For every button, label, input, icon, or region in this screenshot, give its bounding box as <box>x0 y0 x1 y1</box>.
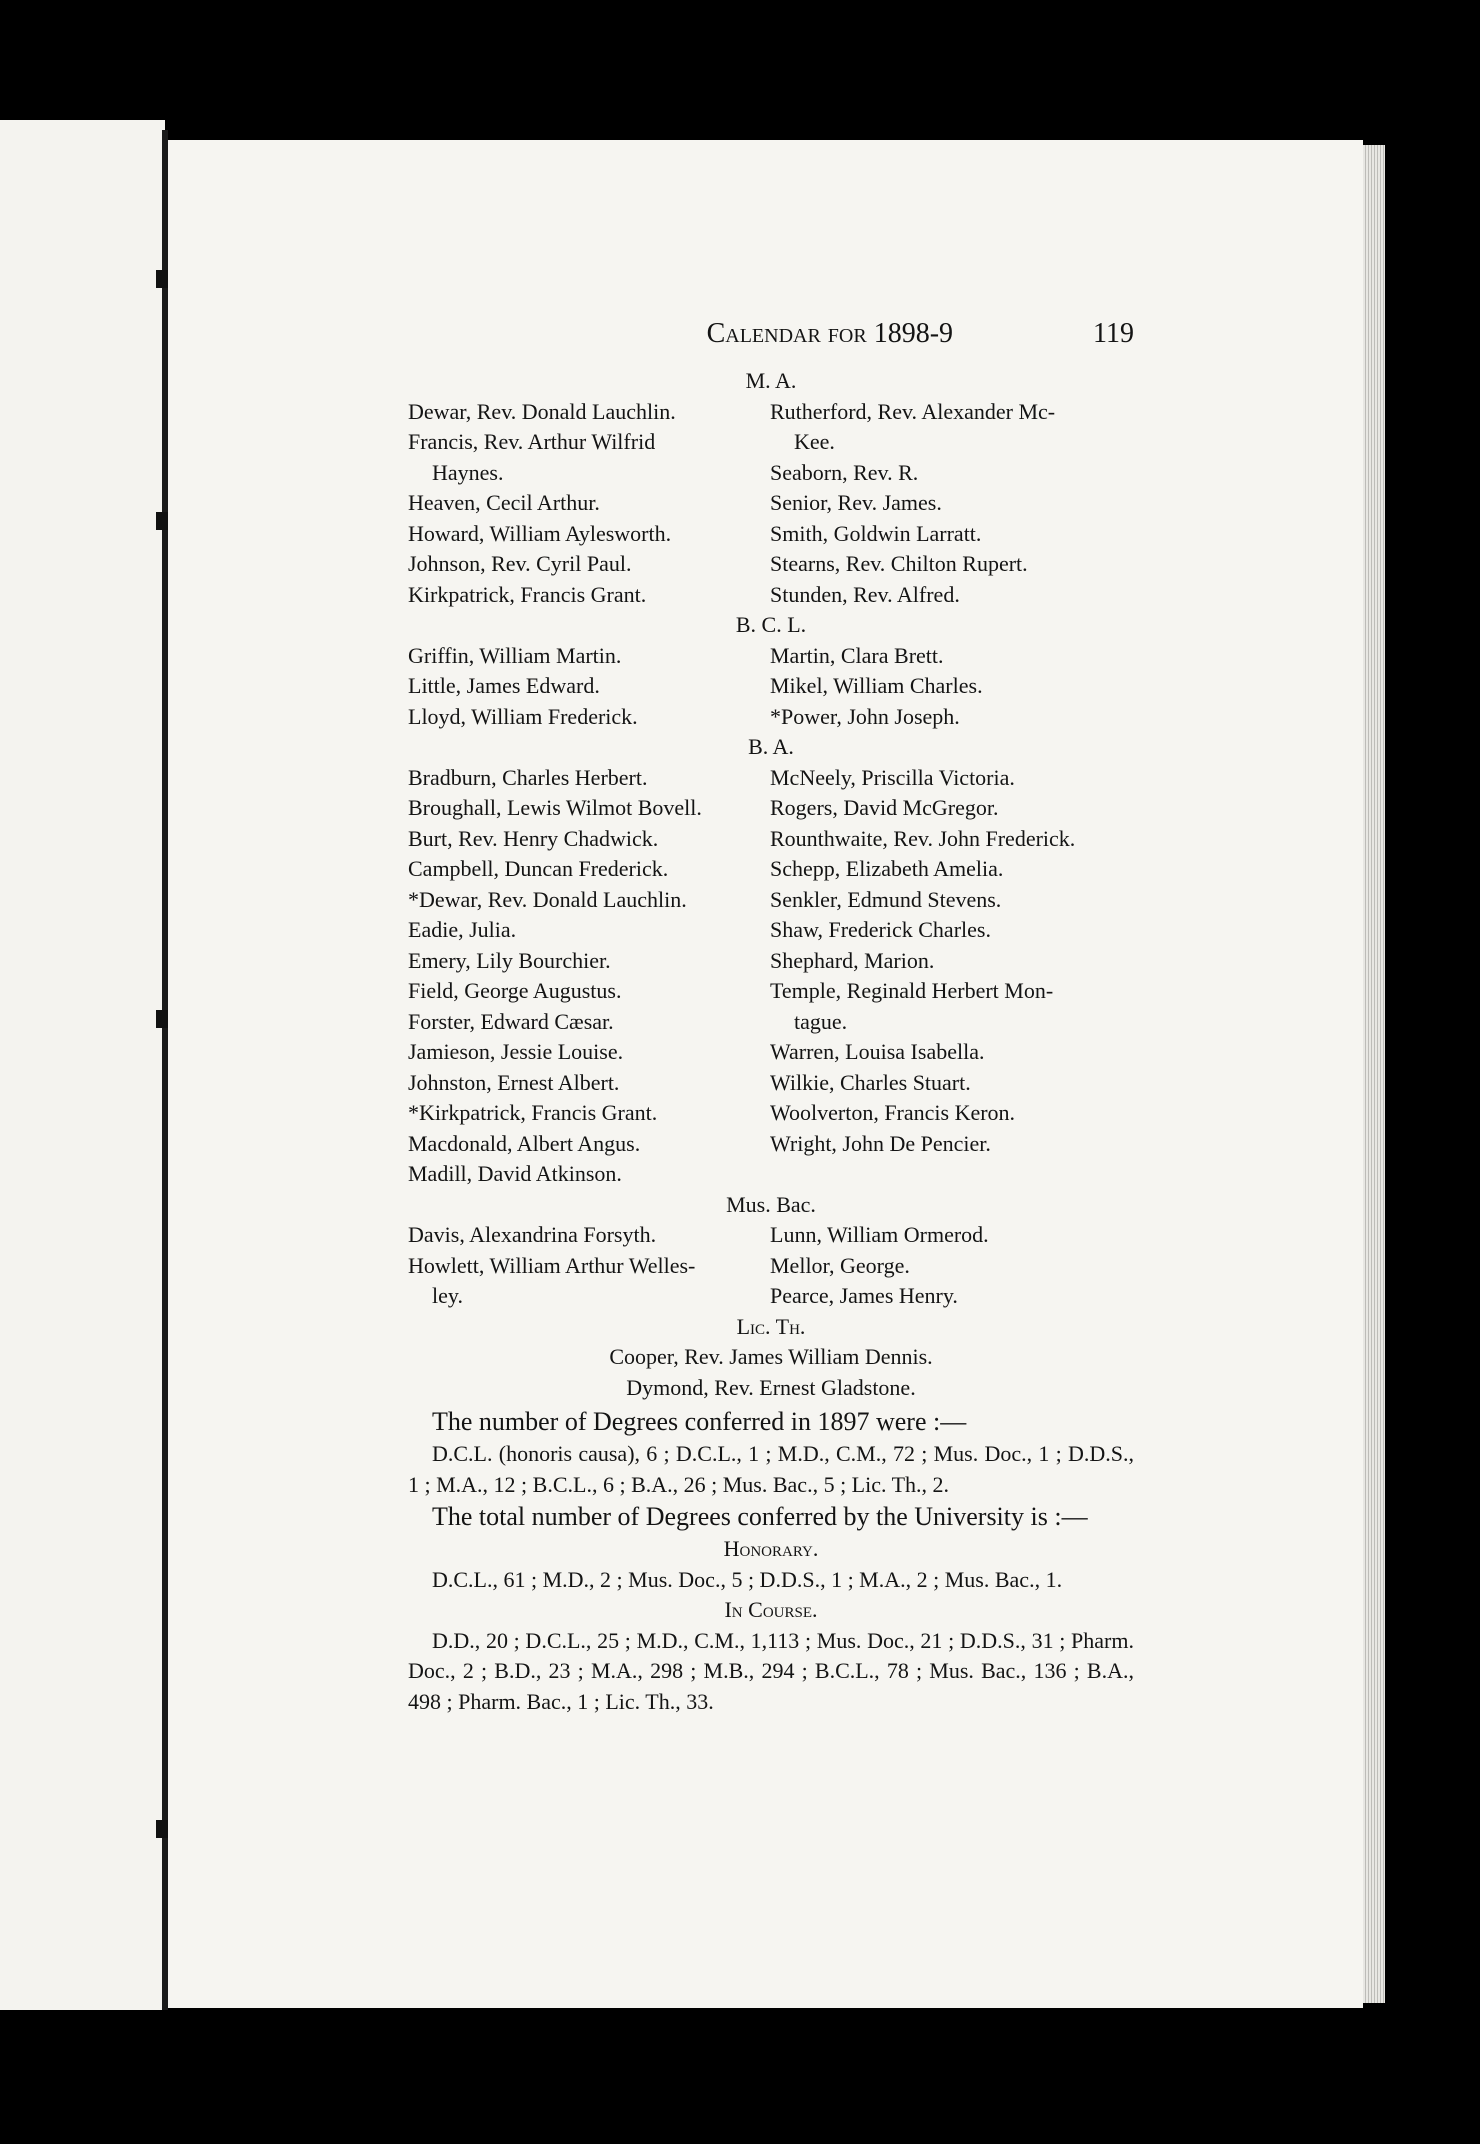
graduate-name: Griffin, William Martin. <box>408 642 622 668</box>
graduate-name: Eadie, Julia. <box>408 917 517 942</box>
graduate-name: Shephard, Marion. <box>770 947 935 973</box>
in-course-heading: In Course. <box>724 1597 818 1622</box>
graduate-name: *Kirkpatrick, Francis Grant. <box>408 1100 658 1125</box>
graduate-name: *Power, John Joseph. <box>770 703 960 729</box>
graduate-name: Burt, Rev. Henry Chadwick. <box>408 825 659 851</box>
graduate-name: Heaven, Cecil Arthur. <box>408 490 600 515</box>
graduate-name: Schepp, Elizabeth Amelia. <box>770 856 1004 881</box>
graduate-name: Shaw, Frederick Charles. <box>770 917 991 942</box>
degrees-1897-text: D.C.L. (honoris causa), 6 ; D.C.L., 1 ; M.D., C.M., 72 ; Mus. Doc., 1 ; D.D.S., 1 ; M.A., 12 ; B.C.L., 6 ; B.A., 26 ; Mus. Bac., 5 ; Lic. Th., 2. <box>408 1441 1134 1497</box>
graduate-name: Rutherford, Rev. Alexander Mc- <box>770 398 1056 424</box>
lic-th-name: Dymond, Rev. Ernest Gladstone. <box>626 1374 916 1400</box>
facing-page-edge <box>0 120 165 2010</box>
in-course-text: D.D., 20 ; D.C.L., 25 ; M.D., C.M., 1,113 ; Mus. Doc., 21 ; D.D.S., 31 ; Pharm. Doc., 2 ; B.D., 23 ; M.A., 298 ; M.B., 294 ; B.C.L., 78 ; Mus. Bac., 136 ; B.A., 498 ; Pharm. Bac., 1 ; Lic. Th., 33. <box>408 1627 1134 1714</box>
degrees-1897-lead: The number of Degrees conferred in 1897 were :— <box>432 1407 967 1436</box>
graduate-name: Mellor, George. <box>770 1252 910 1278</box>
graduate-name: tague. <box>794 1008 848 1034</box>
graduate-name: Woolverton, Francis Keron. <box>770 1100 1016 1125</box>
graduate-name: *Dewar, Rev. Donald Lauchlin. <box>408 886 687 912</box>
graduate-name: Kirkpatrick, Francis Grant. <box>408 581 647 607</box>
graduate-name: Macdonald, Albert Angus. <box>408 1130 641 1156</box>
graduate-name: Pearce, James Henry. <box>770 1283 958 1308</box>
graduate-name: Temple, Reginald Herbert Mon- <box>770 978 1054 1003</box>
page-text <box>408 314 1134 1717</box>
graduate-name: Stunden, Rev. Alfred. <box>770 581 960 607</box>
graduate-name: Emery, Lily Bourchier. <box>408 947 611 973</box>
graduate-name: Madill, David Atkinson. <box>408 1161 622 1186</box>
graduate-name: Campbell, Duncan Frederick. <box>408 856 669 881</box>
graduate-name: Mikel, William Charles. <box>770 673 983 698</box>
graduate-name: Seaborn, Rev. R. <box>770 459 919 485</box>
running-header <box>408 314 1134 354</box>
graduate-name: Forster, Edward Cæsar. <box>408 1008 614 1034</box>
graduate-name: Francis, Rev. Arthur Wilfrid <box>408 429 656 454</box>
graduate-name: Warren, Louisa Isabella. <box>770 1039 985 1064</box>
degree-lists <box>408 366 1134 1312</box>
name-columns <box>408 1220 1134 1312</box>
graduate-name: Howard, William Aylesworth. <box>408 520 672 546</box>
graduate-name: Wilkie, Charles Stuart. <box>770 1069 971 1095</box>
graduate-name: Lunn, William Ormerod. <box>770 1222 989 1247</box>
graduate-name: Johnson, Rev. Cyril Paul. <box>408 551 632 576</box>
graduate-name: Senior, Rev. James. <box>770 490 942 515</box>
graduate-name: Wright, John De Pencier. <box>770 1130 991 1156</box>
total-degrees-lead: The total number of Degrees conferred by the University is :— <box>432 1502 1088 1531</box>
graduate-name: Howlett, William Arthur Welles- <box>408 1252 696 1278</box>
honorary-text: D.C.L., 61 ; M.D., 2 ; Mus. Doc., 5 ; D.D.S., 1 ; M.A., 2 ; Mus. Bac., 1. <box>432 1566 1063 1592</box>
graduate-name: Johnston, Ernest Albert. <box>408 1069 620 1095</box>
section-heading: Mus. Bac. <box>726 1191 816 1217</box>
graduate-name: Stearns, Rev. Chilton Rupert. <box>770 551 1028 576</box>
name-columns <box>408 397 1134 611</box>
graduate-name: Rogers, David McGregor. <box>770 795 999 820</box>
section-heading-lic-th: Lic. Th. <box>736 1313 806 1339</box>
graduate-name: Senkler, Edmund Stevens. <box>770 886 1002 912</box>
graduate-name: Kee. <box>794 429 835 454</box>
section-heading: B. C. L. <box>735 612 807 637</box>
graduate-name: Bradburn, Charles Herbert. <box>408 764 648 790</box>
graduate-name: ley. <box>432 1283 463 1308</box>
graduate-name: Lloyd, William Frederick. <box>408 703 638 729</box>
graduate-name: Davis, Alexandrina Forsyth. <box>408 1222 657 1247</box>
graduate-name: Rounthwaite, Rev. John Frederick. <box>770 825 1076 851</box>
name-columns <box>408 763 1134 1190</box>
page-number: 119 <box>1093 318 1134 349</box>
graduate-name: Broughall, Lewis Wilmot Bovell. <box>408 795 702 820</box>
running-title: Calendar for 1898-9 <box>706 318 954 349</box>
graduate-name: Field, George Augustus. <box>408 978 622 1003</box>
graduate-name: Haynes. <box>432 459 504 485</box>
page-stack-edge <box>1363 145 1385 2003</box>
lic-th-name: Cooper, Rev. James William Dennis. <box>609 1344 933 1369</box>
graduate-name: Little, James Edward. <box>408 673 600 698</box>
graduate-name: Dewar, Rev. Donald Lauchlin. <box>408 398 676 424</box>
honorary-heading: Honorary. <box>723 1536 819 1561</box>
graduate-name: Martin, Clara Brett. <box>770 642 944 668</box>
section-heading: M. A. <box>745 368 797 393</box>
name-columns <box>408 641 1134 733</box>
section-heading: B. A. <box>748 734 794 759</box>
graduate-name: McNeely, Priscilla Victoria. <box>770 764 1015 790</box>
graduate-name: Jamieson, Jessie Louise. <box>408 1039 624 1064</box>
graduate-name: Smith, Goldwin Larratt. <box>770 520 982 546</box>
graduate-name <box>770 1159 1134 1190</box>
